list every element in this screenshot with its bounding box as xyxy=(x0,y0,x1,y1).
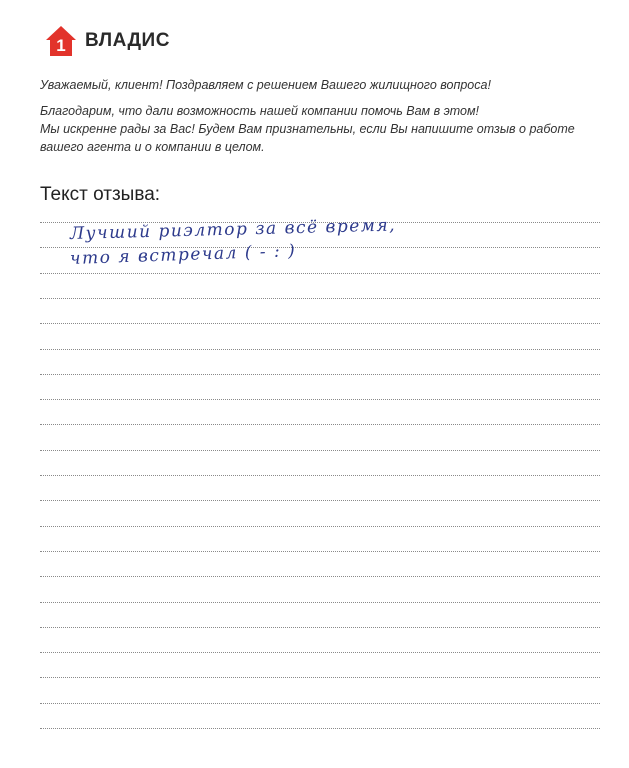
ruled-line xyxy=(40,728,600,729)
ruled-line xyxy=(40,677,600,678)
ruled-line xyxy=(40,500,600,501)
intro-line: Мы искренне рады за Вас! Будем Вам признательны, если Вы напишите отзыв о работе xyxy=(40,122,575,136)
review-heading: Текст отзыва: xyxy=(40,184,161,205)
ruled-line xyxy=(40,627,600,628)
intro-line: Благодарим, что дали возможность нашей компании помочь Вам в этом! xyxy=(40,104,480,118)
ruled-line xyxy=(40,475,600,476)
ruled-line xyxy=(40,652,600,653)
handwritten-review xyxy=(69,215,500,272)
brand-name: ВЛАДИС xyxy=(85,30,170,51)
ruled-line xyxy=(40,399,600,400)
logo-badge-number: 1 xyxy=(56,36,66,55)
intro-line: вашего агента и о компании в целом. xyxy=(40,140,265,154)
handwritten-line: что я встречал ( - : ) xyxy=(69,241,297,269)
ruled-line xyxy=(40,526,600,527)
ruled-line xyxy=(40,273,600,274)
ruled-line xyxy=(40,349,600,350)
ruled-line xyxy=(40,450,600,451)
ruled-line xyxy=(40,298,600,299)
ruled-line xyxy=(40,323,600,324)
ruled-line xyxy=(40,374,600,375)
greeting: Уважаемый, клиент! Поздравляем с решением Вашего жилищного вопроса! xyxy=(40,78,491,92)
ruled-line xyxy=(40,576,600,577)
ruled-line xyxy=(40,551,600,552)
ruled-lines xyxy=(40,0,600,768)
ruled-line xyxy=(40,703,600,704)
ruled-line xyxy=(40,424,600,425)
handwritten-line: Лучший риэлтор за всё время, xyxy=(69,215,397,244)
ruled-line xyxy=(40,602,600,603)
